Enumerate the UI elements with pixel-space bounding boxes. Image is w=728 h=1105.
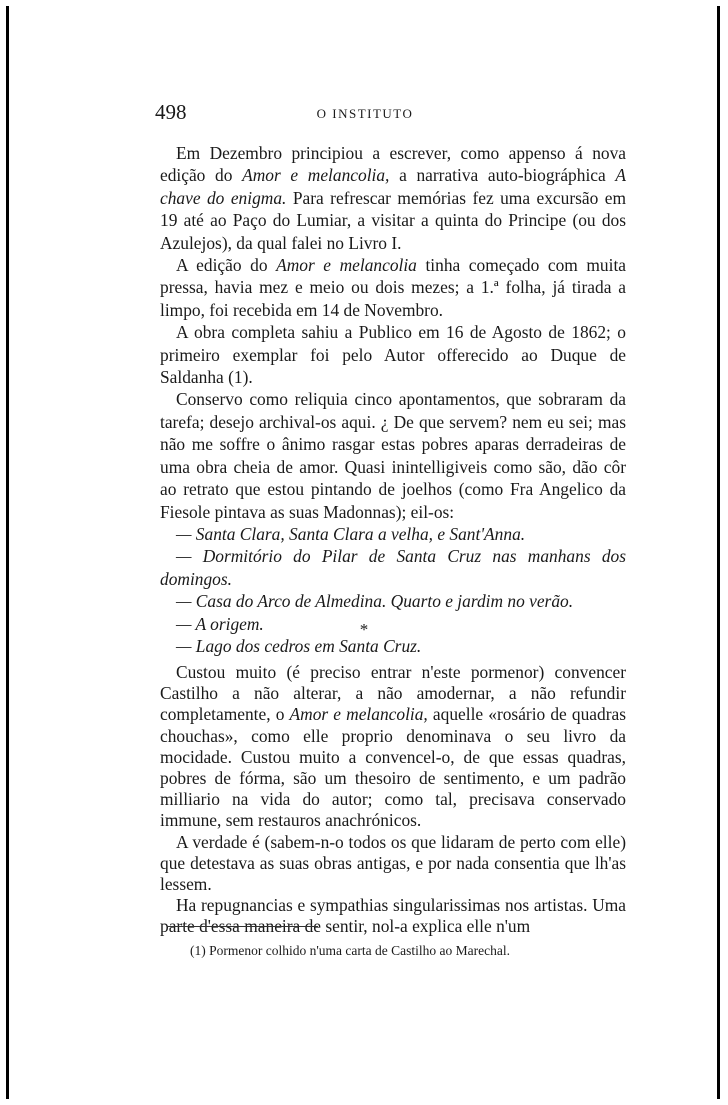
list-item: — Dormitório do Pilar de Santa Cruz nas manhans dos domingos. <box>160 546 626 589</box>
running-title: O INSTITUTO <box>316 106 414 121</box>
list-item: — Santa Clara, Santa Clara a velha, e Sant'Anna. <box>176 523 526 544</box>
page-number: 498 <box>155 100 187 124</box>
text-run: Custou muito (é preciso entrar n'este pormenor) convencer Castilho a não alterar, a não amodernar, a não refundir completamente, o <box>160 662 626 725</box>
section-separator: * <box>359 620 369 639</box>
book-title: Amor e melancolia, <box>242 165 390 186</box>
text-run: Em Dezembro principiou a escrever, como appenso á nova edição do <box>160 143 626 186</box>
paragraph: Ha repugnancias e sympathias singularissimas nos artistas. Uma parte d'essa maneira de sentir, nol-a explica elle n'um <box>160 895 626 937</box>
list-item: — Casa do Arco de Almedina. Quarto e jardim no verão. <box>176 591 574 612</box>
paragraph <box>160 662 626 832</box>
text-run: Para refrescar memórias fez uma excursão em 19 até ao Paço do Lumiar, a visitar a quinta do Principe (ou dos Azulejos), da qual falei no Livro I. <box>160 187 626 253</box>
paragraph <box>160 142 626 254</box>
paragraph: A obra completa sahiu a Publico em 16 de Agosto de 1862; o primeiro exemplar foi pelo Autor offerecido ao Duque de Saldanha (1). <box>160 322 626 388</box>
text-run: tinha começado com muita pressa, havia mez e meio ou dois mezes; a 1.ª folha, já tirada a limpo, foi recebida em 14 de Novembro. <box>160 255 626 320</box>
book-title: A chave do enigma. <box>160 165 626 208</box>
text-run: A edição do <box>176 255 277 276</box>
footnote-divider <box>168 926 318 927</box>
page-header <box>155 100 575 128</box>
list-item: — A origem. <box>176 613 264 634</box>
book-title: Amor e melancolia <box>276 255 417 276</box>
paragraph <box>160 254 626 321</box>
text-run: a narrativa auto-biográphica <box>389 165 616 186</box>
paragraph: Conservo como reliquia cinco apontamentos, que sobraram da tarefa; desejo archival-os aqui. ¿ De que servem? nem eu sei; mas não me soffre o ânimo rasgar estas pobres aparas derradeiras de uma obra cheia de amor. Quasi inintelligiveis como são, dão côr ao retrato que estou pintando de joelhos (como Fra Angelico da Fiesole pintava as suas Madonnas); eil-os: <box>160 389 626 522</box>
book-title: Amor e melancolia, <box>289 704 428 725</box>
text-run: aquelle «rosário de quadras chouchas», como elle proprio denominava o seu livro da mocidade. Custou muito a convencel-o, de que essas quadras, pobres de fórma, são um thesoiro de sentimento, e um padrão milliario na vida do autor; como tal, precisava conservado immune, sem restauros anachrónicos. <box>160 704 626 831</box>
main-text-section-2 <box>160 662 626 938</box>
main-text <box>160 142 626 657</box>
paragraph: A verdade é (sabem-n-o todos os que lidaram de perto com elle) que detestava as suas obras antigas, e por nada consentia que lh'as lessem. <box>160 831 626 895</box>
list-item: — Lago dos cedros em Santa Cruz. <box>176 635 422 656</box>
footnote: (1) Pormenor colhido n'uma carta de Castilho ao Marechal. <box>190 943 510 958</box>
